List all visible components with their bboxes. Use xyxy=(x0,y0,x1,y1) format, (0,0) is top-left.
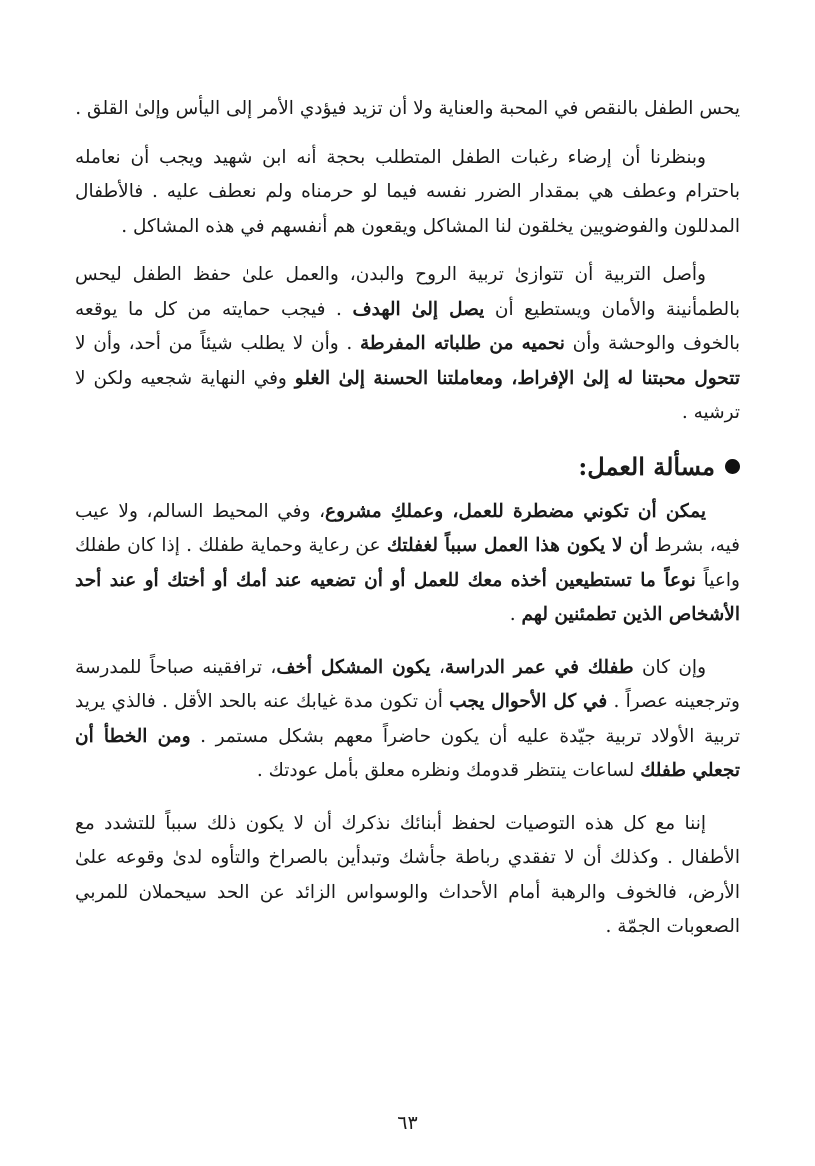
paragraph-5-text-c: ، xyxy=(430,656,445,678)
paragraph-4-text-d: . xyxy=(509,604,522,625)
section-heading-text: مسألة العمل: xyxy=(578,451,715,481)
paragraph-5-text-e: أن تكون مدة غيابك عنه بالحد الأقل . فالذي يريد تربية الأولاد تربية جيّدة عليه أن يكون حاضراً معهم بشكل مستمر . xyxy=(75,691,740,747)
paragraph-5-bold-1: طفلك في عمر الدراسة xyxy=(444,656,634,678)
paragraph-5-text-a: وإن كان xyxy=(633,656,707,678)
paragraph-4 xyxy=(75,495,740,633)
paragraph-5-text-d: ، ترافقينه صباحاً للمدرسة وترجعينه عصراً . xyxy=(75,656,740,712)
paragraph-4-bold-2: أن لا يكون هذا العمل سبباً لغفلتك xyxy=(386,535,649,556)
paragraph-5-text-f: لساعات ينتظر قدومك ونظره معلق بأمل عودتك . xyxy=(256,760,641,781)
paragraph-4-text-a: ، وفي المحيط السالم، ولا عيب فيه، بشرط xyxy=(75,500,740,556)
paragraph-4-text-c: عن رعاية وحماية طفلك . إذا كان طفلك واعياً xyxy=(75,535,740,591)
section-heading xyxy=(75,447,740,487)
paragraph-3-bold-3: تتحول محبتنا له إلىٰ الإفراط، ومعاملتنا الحسنة إلىٰ الغلو xyxy=(294,367,740,389)
paragraph-5 xyxy=(75,651,740,789)
paragraph-5-bold-2: يكون المشكل أخف xyxy=(276,656,431,678)
paragraph-3-text-c: . فيجب حمايته من كل ما يوقعه بالخوف والوحشة وأن xyxy=(75,298,740,354)
paragraph-6: إننا مع كل هذه التوصيات لحفظ أبنائك نذكرك أن لا يكون ذلك سبباً للتشدد مع الأطفال . وكذلك أن لا تفقدي رباطة جأشك وتبدأين بالصراخ والتأوه لدىٰ وقوعه علىٰ الأرض، فالخوف والرهبة أمام الأحداث والوسواس الزائد عن الحد سيحملان للمربي الصعوبات الجمّة . xyxy=(75,812,740,937)
paragraph-3-bold-2: نحميه من طلباته المفرطة xyxy=(359,333,565,354)
paragraph-4-bold-3: نوعاً ما تستطيعين أخذه معك للعمل أو أن تضعيه عند أمك أو أختك أو عند أحد الأشخاص الذين تطمئنين لهم xyxy=(75,569,740,625)
paragraph-3-text-e: وفي النهاية شجعيه ولكن لا ترشيه . xyxy=(75,367,740,423)
page-body xyxy=(75,92,740,945)
bullet-icon xyxy=(725,459,740,474)
paragraph-5-bold-3: في كل الأحوال يجب xyxy=(449,691,608,712)
paragraph-2: وبنظرنا أن إرضاء رغبات الطفل المتطلب بحجة أنه ابن شهيد ويجب أن نعامله باحترام وعطف هي بمقدار الضرر نفسه فيما لو حرمناه ولم نعطف عليه . فالأطفال المدللون والفوضويين يخلقون لنا المشاكل ويقعون هم أنفسهم في هذه المشاكل . xyxy=(75,146,740,237)
page-number: ٦٣ xyxy=(397,1112,418,1134)
paragraph-4-bold-1: يمكن أن تكوني مضطرة للعمل، وعملكِ مشروع xyxy=(325,500,706,522)
paragraph-3-text-a: وأصل التربية أن تتوازىٰ تربية الروح والبدن، والعمل علىٰ حفظ الطفل ليحس بالطمأنينة والأمان ويستطيع أن xyxy=(75,264,740,320)
paragraph-3-bold-1: يصل إلىٰ الهدف xyxy=(352,298,485,320)
paragraph-5-bold-4: ومن الخطأ أن تجعلي طفلك xyxy=(75,725,740,781)
paragraph-1: يحس الطفل بالنقص في المحبة والعناية ولا أن تزيد فيؤدي الأمر إلى اليأس وإلىٰ القلق . xyxy=(75,98,740,119)
paragraph-3 xyxy=(75,258,740,431)
paragraph-3-text-d: . وأن لا يطلب شيئاً من أحد، وأن لا xyxy=(75,333,360,354)
